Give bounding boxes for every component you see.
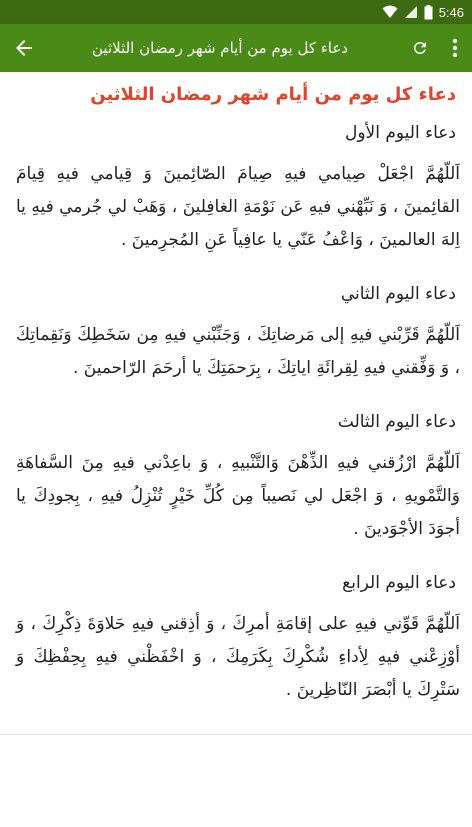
day-heading: دعاء اليوم الرابع — [342, 573, 456, 593]
app-bar-title: دعاء كل يوم من أيام شهر رمضان الثلاثين — [92, 39, 348, 57]
day-heading: دعاء اليوم الأول — [344, 123, 456, 143]
battery-icon — [424, 5, 433, 20]
refresh-icon[interactable] — [400, 24, 440, 72]
prayer-text: اَللّهُمَّ اجْعَلْ صِيامي فيهِ صِيامَ الصّائِمينَ وَ قِيامي فيهِ قِيامَ القائِمينَ ، وَ نَبِّهْني فيهِ عَن نَوْمَةِ الغافِلينَ ، وَهَبْ لي جُرمي فيهِ يا اِلهَ العالمينَ ، وَاعْفُ عَنّي يا عافِياً عَنِ المُجرِمينَ . — [16, 164, 460, 250]
wifi-icon — [382, 5, 398, 19]
day-heading: دعاء اليوم الثالث — [337, 412, 456, 432]
bottom-blank-area — [0, 734, 472, 827]
arrow-back-icon[interactable] — [4, 24, 44, 72]
content-scroll[interactable] — [0, 72, 472, 734]
status-time: 5:46 — [438, 4, 464, 20]
more-vert-icon[interactable] — [440, 24, 470, 72]
prayer-text: اَللّهُمَّ ارْزُقني فيهِ الذِّهْنَ وَالتَّنْبيهِ ، وَ باعِدْني فيهِ مِنَ السَّفاهَةِ وَالتَّمْويهِ ، وَ اجْعَل لي نَصيباً مِن كُلِّ خَيْرٍ تُنْزِلُ فيهِ ، بِجودِكَ يا أجوَدَ الأجْوَدينَ . — [16, 453, 460, 539]
signal-icon — [404, 5, 418, 19]
day-heading: دعاء اليوم الثاني — [340, 284, 456, 304]
page-title: دعاء كل يوم من أيام شهر رمضان الثلاثين — [90, 84, 456, 105]
prayer-text: اَللّهُمَّ قَرِّبْني فيهِ إلى مَرضاتِكَ ، وَجَنِّبْني فيهِ مِن سَخَطِكَ وَنَقِماتِكَ ، وَ وَفِّقني فيهِ لِقِرائَةِ اياتِكَ ، بِرَحمَتِكَ يا أرحَمَ الرّاحمينَ . — [16, 325, 460, 378]
app-bar — [0, 24, 472, 72]
status-bar — [0, 0, 472, 24]
prayer-text: اَللّهُمَّ قَوِّني فيهِ على إقامَةِ أمرِكَ ، وَ أذِقني فيهِ حَلاوَةَ ذِكْرِكَ ، وَ أوْزِعْني فيهِ لِأداءِ شُكْرِكَ بِكَرَمِكَ ، وَ اخْفَظْني فيهِ بِحِفْظِكَ وَ سَتْرِكَ يا أبْصَرَ النّاظِرينَ . — [16, 614, 460, 700]
status-icons — [382, 0, 464, 24]
